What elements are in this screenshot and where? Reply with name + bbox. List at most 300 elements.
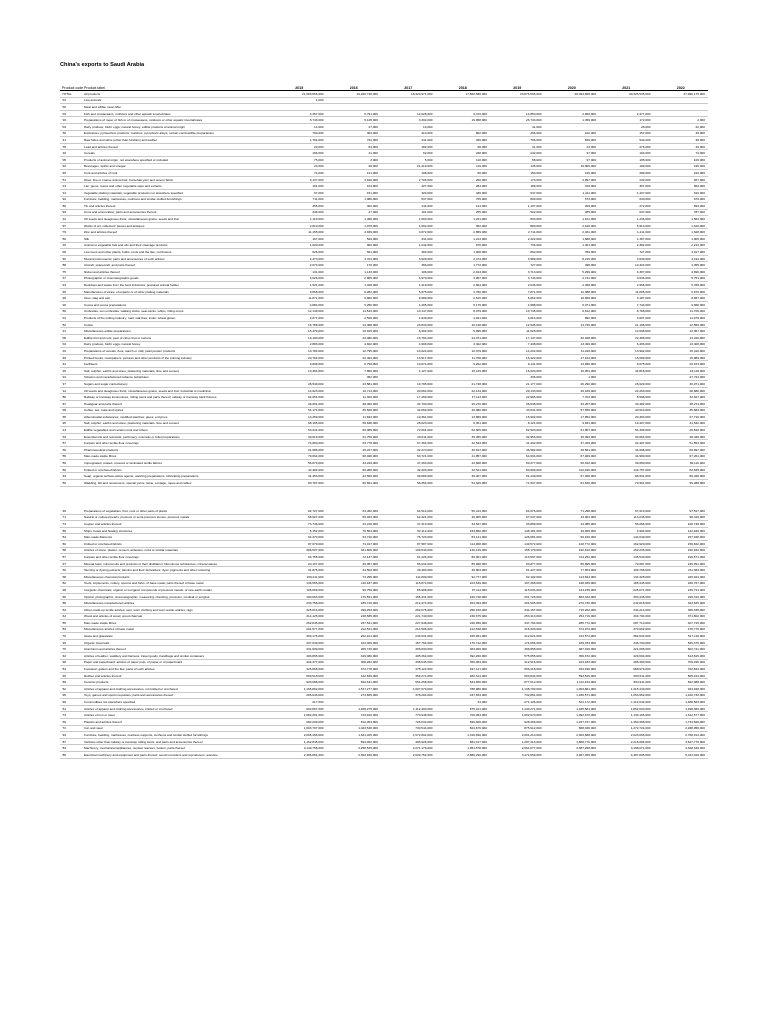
value-cell: 3,743,000 bbox=[527, 276, 542, 281]
product-label-cell: Ships, boats and floating structures bbox=[84, 528, 133, 533]
value-cell: 2,431,000 bbox=[582, 230, 596, 235]
value-cell: 214,506,000 bbox=[415, 627, 433, 632]
value-cell: 373,778,000 bbox=[360, 667, 378, 672]
product-code-cell: '66 bbox=[62, 309, 67, 314]
product-label-cell: Man-made staple fibres bbox=[84, 454, 117, 459]
value-cell: 97,517,000 bbox=[689, 508, 705, 513]
table-row bbox=[60, 434, 708, 441]
value-cell: 22,000 bbox=[695, 124, 705, 129]
table-row bbox=[60, 414, 708, 421]
value-cell: 38,460,000 bbox=[362, 401, 378, 406]
value-cell: 271,126,000 bbox=[524, 700, 542, 705]
table-row bbox=[60, 633, 708, 640]
product-label-cell: Wadding, felt and nonwovens; special yarns; twine, cordage, ropes and cables bbox=[84, 480, 192, 485]
value-cell: 9,868,000 bbox=[309, 289, 324, 294]
table-row bbox=[60, 229, 708, 236]
value-cell: 561,000 bbox=[366, 250, 378, 255]
value-cell: 55,413,000 bbox=[471, 508, 487, 513]
product-code-cell: '09 bbox=[62, 408, 67, 413]
value-cell: 152,236,000 bbox=[633, 548, 651, 553]
table-row bbox=[60, 276, 708, 283]
value-cell: 19,806,000 bbox=[580, 164, 596, 169]
value-cell: 1,496,000 bbox=[364, 217, 378, 222]
value-cell: 1,114,642,000 bbox=[630, 700, 651, 705]
value-cell: 1,079,000 bbox=[364, 223, 378, 228]
value-cell: 10,361,000 bbox=[417, 414, 433, 419]
value-cell: 1,437,000 bbox=[636, 190, 651, 195]
exports-table-bottom bbox=[60, 508, 708, 759]
value-cell: 54,399,000 bbox=[635, 428, 651, 433]
value-cell: 20,393,000 bbox=[635, 414, 651, 419]
table-row bbox=[60, 236, 708, 243]
product-code-cell: '61 bbox=[62, 706, 67, 711]
value-cell: 285,772,000 bbox=[578, 620, 596, 625]
value-cell: 14,368,000 bbox=[362, 322, 378, 327]
value-cell: 796,000 bbox=[530, 137, 542, 142]
value-cell: 39,493,000 bbox=[417, 568, 433, 573]
value-cell: 892,000 bbox=[584, 315, 596, 320]
product-label-cell: Miscellaneous chemical products bbox=[84, 574, 130, 579]
value-cell: 982,209,000 bbox=[306, 719, 324, 724]
value-cell: 86,531,000 bbox=[635, 474, 651, 479]
value-cell: 344,214,000 bbox=[633, 607, 651, 612]
product-code-cell: '72 bbox=[62, 726, 67, 731]
value-cell: 121,000 bbox=[366, 170, 378, 175]
value-cell: 96,759,000 bbox=[362, 587, 378, 592]
value-cell: 190,663,000 bbox=[306, 594, 324, 599]
table-row bbox=[60, 328, 708, 335]
product-code-cell: '12 bbox=[62, 388, 67, 393]
value-cell: 64,514,000 bbox=[417, 508, 433, 513]
year-header: 2020 bbox=[567, 86, 576, 90]
table-row bbox=[60, 561, 708, 568]
product-code-cell: '94 bbox=[62, 197, 67, 202]
product-label-cell: Aluminium and articles thereof bbox=[84, 647, 126, 652]
year-header: 2016 bbox=[349, 86, 358, 90]
value-cell: 3,713,000 bbox=[527, 269, 542, 274]
value-cell: 41,857,000 bbox=[471, 454, 487, 459]
value-cell: 15,129,000 bbox=[471, 368, 487, 373]
product-code-cell: '51 bbox=[62, 177, 67, 182]
value-cell: 10,745,000 bbox=[526, 309, 542, 314]
value-cell: 43,249,000 bbox=[362, 461, 378, 466]
value-cell: 60,721,000 bbox=[417, 454, 433, 459]
value-cell: 454,490,000 bbox=[578, 667, 596, 672]
value-cell: 60,787,000 bbox=[308, 480, 324, 485]
value-cell: 135,540,000 bbox=[633, 554, 651, 559]
value-cell: 1,008,000 bbox=[473, 250, 487, 255]
product-code-cell: '35 bbox=[62, 414, 67, 419]
table-row bbox=[60, 447, 708, 454]
value-cell: 629,000 bbox=[584, 137, 596, 142]
value-cell: 196,000 bbox=[693, 164, 705, 169]
product-code-cell: '84 bbox=[62, 746, 67, 751]
value-cell: 85,908,000 bbox=[417, 587, 433, 592]
table-row bbox=[60, 607, 708, 614]
value-cell: 693,000 bbox=[693, 203, 705, 208]
value-cell: 3,607,000 bbox=[636, 315, 651, 320]
table-row bbox=[60, 322, 708, 329]
value-cell: 788,980,000 bbox=[469, 686, 487, 691]
product-label-cell: Ores, slag and ash bbox=[84, 296, 110, 301]
value-cell: 28,000 bbox=[641, 124, 651, 129]
value-cell: 2,074,000 bbox=[309, 263, 324, 268]
value-cell: 699,606,000 bbox=[469, 719, 487, 724]
value-cell: 8,598,000 bbox=[636, 395, 651, 400]
product-label-cell: Lead and articles thereof bbox=[84, 144, 119, 149]
value-cell: 7,871,000 bbox=[527, 289, 542, 294]
value-cell: 426,000 bbox=[475, 137, 487, 142]
value-cell: 789,000 bbox=[584, 250, 596, 255]
value-cell: 822,988,000 bbox=[687, 680, 705, 685]
value-cell: 44,990,000 bbox=[635, 454, 651, 459]
table-row bbox=[60, 355, 708, 362]
value-cell: 211,383,000 bbox=[688, 568, 705, 573]
table-row bbox=[60, 223, 708, 230]
value-cell: 23,876,506,000 bbox=[519, 91, 542, 96]
product-label-cell: Commodities not elsewhere specified bbox=[84, 700, 136, 705]
product-code-cell: '87 bbox=[62, 739, 67, 744]
value-cell: 1,517,277,000 bbox=[358, 686, 378, 691]
product-label-cell: Cork and articles of cork bbox=[84, 170, 118, 175]
value-cell: 162,929,000 bbox=[633, 541, 651, 546]
value-cell: 1,086,000 bbox=[364, 197, 378, 202]
product-code-cell: '17 bbox=[62, 381, 67, 386]
product-code-cell: '24 bbox=[62, 375, 67, 380]
value-cell: 97,000 bbox=[586, 151, 596, 156]
value-cell: 42,497,000 bbox=[635, 441, 651, 446]
value-cell: 1,112,444,000 bbox=[576, 680, 596, 685]
value-cell: 8,768,000 bbox=[636, 309, 651, 314]
product-code-cell: '05 bbox=[62, 157, 67, 162]
value-cell: 32,953,000 bbox=[526, 434, 542, 439]
value-cell: 23,833,000 bbox=[417, 322, 433, 327]
product-code-cell: '48 bbox=[62, 660, 67, 665]
value-cell: 28,000 bbox=[368, 164, 378, 169]
value-cell: 68,000 bbox=[477, 144, 487, 149]
value-cell: 41,000 bbox=[532, 144, 542, 149]
value-cell: 64,051,000 bbox=[308, 395, 324, 400]
value-cell: 30,482,000 bbox=[635, 401, 651, 406]
product-label-cell: Glass and glassware bbox=[84, 634, 113, 639]
value-cell: 12,388,000 bbox=[580, 289, 596, 294]
table-row bbox=[60, 473, 708, 480]
value-cell: 4,884,000 bbox=[309, 302, 324, 307]
product-label-cell: Furniture; bedding, mattresses, mattress supports, cushions and similar stuffed furnishings bbox=[84, 732, 208, 737]
value-cell: 3,760,000 bbox=[473, 289, 487, 294]
value-cell: 79,687,000 bbox=[635, 561, 651, 566]
value-cell: 787,000 bbox=[693, 210, 705, 215]
value-cell: 42,482,000 bbox=[308, 467, 324, 472]
table-row bbox=[60, 91, 708, 98]
value-cell: 15,902,000 bbox=[526, 414, 542, 419]
value-cell: 762,834,000 bbox=[687, 667, 705, 672]
value-cell: 11,871,000 bbox=[308, 296, 324, 301]
value-cell: 593,549,000 bbox=[578, 673, 596, 678]
value-cell: 96,169,000 bbox=[580, 535, 596, 540]
product-code-cell: '28 bbox=[62, 587, 67, 592]
value-cell: 16,020,000 bbox=[526, 368, 542, 373]
value-cell: 21,177,000 bbox=[526, 381, 542, 386]
value-cell: 711,000 bbox=[312, 197, 324, 202]
product-label-cell: Electrical machinery and equipment and parts thereof; sound recorders and reproducers, televisio bbox=[84, 752, 218, 757]
value-cell: 128,772,000 bbox=[578, 541, 596, 546]
product-label-cell: Copper and articles thereof bbox=[84, 521, 122, 526]
value-cell: 5,176,000 bbox=[473, 302, 487, 307]
product-label-cell: Vehicles other than railway or tramway rolling stock, and parts and accessories thereof bbox=[84, 739, 203, 744]
value-cell: 266,646,000 bbox=[306, 693, 324, 698]
value-cell: 185,445,000 bbox=[633, 581, 651, 586]
table-row bbox=[60, 454, 708, 461]
value-cell: 244,931,000 bbox=[415, 634, 433, 639]
value-cell: 1,236,000 bbox=[636, 217, 651, 222]
table-row bbox=[60, 646, 708, 653]
value-cell: 144,049,000 bbox=[633, 535, 651, 540]
product-label-cell: Iron and steel bbox=[84, 726, 103, 731]
value-cell: 44,608,000 bbox=[471, 461, 487, 466]
product-label-cell: Raw hides and skins (other than furskins) and leather bbox=[84, 137, 158, 142]
product-code-cell: '76 bbox=[62, 647, 67, 652]
value-cell: 688,979,000 bbox=[633, 667, 651, 672]
product-label-cell: Meat and edible meat offal bbox=[84, 104, 121, 109]
value-cell: 207,049,000 bbox=[306, 640, 324, 645]
value-cell: 410,000 bbox=[421, 131, 433, 136]
table-row bbox=[60, 567, 708, 574]
value-cell: 3,970,000 bbox=[418, 276, 433, 281]
value-cell: 482,314,000 bbox=[469, 673, 487, 678]
value-cell: 56,879,000 bbox=[308, 461, 324, 466]
value-cell: 25,993,000 bbox=[580, 434, 596, 439]
product-code-cell: '63 bbox=[62, 607, 67, 612]
value-cell: 254,716,000 bbox=[578, 614, 596, 619]
value-cell: 562,000 bbox=[693, 184, 705, 189]
product-label-cell: Inorganic chemicals; organic or inorganic compounds of precious metals, of rare-earth metals bbox=[84, 587, 212, 592]
value-cell: 114,252,000 bbox=[579, 554, 596, 559]
value-cell: 44,818,000 bbox=[635, 368, 651, 373]
value-cell: 363,176,000 bbox=[306, 634, 324, 639]
product-label-cell: Cotton bbox=[84, 322, 94, 327]
value-cell: 447,653,000 bbox=[469, 693, 487, 698]
value-cell: 802,000 bbox=[475, 131, 487, 136]
value-cell: 83,141,000 bbox=[471, 535, 487, 540]
value-cell: 1,868,770,000 bbox=[576, 739, 596, 744]
product-code-cell: '54 bbox=[62, 535, 67, 540]
table-row bbox=[60, 388, 708, 395]
product-label-cell: Arms and ammunition; parts and accessories thereof bbox=[84, 210, 157, 215]
table-row bbox=[60, 666, 708, 673]
value-cell: 35,455,000 bbox=[471, 434, 487, 439]
value-cell: 168,939,000 bbox=[578, 581, 596, 586]
value-cell: 370,062,000 bbox=[633, 627, 651, 632]
product-code-cell: '59 bbox=[62, 461, 67, 466]
value-cell: 387,326,000 bbox=[578, 647, 596, 652]
value-cell: 163,369,000 bbox=[360, 640, 378, 645]
table-row bbox=[60, 679, 708, 686]
value-cell: 77,654,000 bbox=[580, 568, 596, 573]
value-cell: 111,809,000 bbox=[415, 574, 433, 579]
value-cell: 12,795,000 bbox=[362, 348, 378, 353]
product-code-cell: '49 bbox=[62, 355, 67, 360]
value-cell: 28,549,000 bbox=[308, 381, 324, 386]
value-cell: 52,112,000 bbox=[417, 528, 433, 533]
value-cell: 28,680,000 bbox=[689, 388, 705, 393]
value-cell: 378,284,000 bbox=[415, 693, 433, 698]
value-cell: 131,000 bbox=[312, 269, 324, 274]
value-cell: 91,226,000 bbox=[417, 554, 433, 559]
value-cell: 732,861,000 bbox=[524, 693, 542, 698]
value-cell: 39,067,000 bbox=[362, 561, 378, 566]
value-cell: 404,377,000 bbox=[306, 660, 324, 665]
value-cell: 2,741,000 bbox=[582, 276, 596, 281]
product-label-cell: Beverages, spirits and vinegar bbox=[84, 164, 126, 169]
value-cell: 19,794,000 bbox=[417, 335, 433, 340]
value-cell: 2,859,000 bbox=[473, 230, 487, 235]
value-cell: 100,738,000 bbox=[687, 521, 705, 526]
product-label-cell: Edible vegetables and certain roots and tubers bbox=[84, 428, 148, 433]
value-cell: 170,000 bbox=[366, 263, 378, 268]
value-cell: 97,114,000 bbox=[471, 587, 487, 592]
value-cell: 14,000 bbox=[314, 124, 324, 129]
value-cell: 210,000 bbox=[693, 170, 705, 175]
value-cell: 902,867,000 bbox=[306, 706, 324, 711]
product-label-cell: Articles of leather; saddlery and harness; travel goods, handbags and similar containers bbox=[84, 653, 205, 658]
value-cell: 1,428,000 bbox=[364, 283, 378, 288]
value-cell: 619,000 bbox=[693, 190, 705, 195]
value-cell: 213,548,000 bbox=[469, 627, 487, 632]
value-cell: 3,017,000 bbox=[691, 250, 705, 255]
table-header bbox=[60, 83, 708, 91]
value-cell: 13,259,000 bbox=[308, 414, 324, 419]
value-cell: 7,438,000 bbox=[527, 342, 542, 347]
value-cell: 976,000 bbox=[475, 243, 487, 248]
value-cell: 9,831,000 bbox=[582, 421, 596, 426]
value-cell: 30,071,000 bbox=[689, 381, 705, 386]
value-cell: 10,324,000 bbox=[635, 263, 651, 268]
year-header: 2021 bbox=[622, 86, 631, 90]
table-row bbox=[60, 190, 708, 197]
value-cell: 459,274,000 bbox=[415, 673, 433, 678]
value-cell: 10,364,000 bbox=[308, 368, 324, 373]
product-label-cell: Tools, implements, cutlery, spoons and forks, of base metal; parts thereof of base metal bbox=[84, 581, 204, 586]
value-cell: 220,932,000 bbox=[687, 548, 705, 553]
value-cell: 109,211,000 bbox=[306, 574, 324, 579]
value-cell: 10,147,000 bbox=[417, 309, 433, 314]
value-cell: 189,000 bbox=[530, 184, 542, 189]
value-cell: 62,000 bbox=[423, 151, 433, 156]
table-row bbox=[60, 111, 708, 118]
product-code-cell: '25 bbox=[62, 368, 67, 373]
product-code-cell: TOTAL bbox=[62, 91, 72, 96]
value-cell: 684,911,000 bbox=[633, 680, 651, 685]
product-code-cell: '36 bbox=[62, 131, 67, 136]
value-cell: 1,133,000 bbox=[364, 269, 378, 274]
value-cell: 115,634,000 bbox=[524, 587, 542, 592]
product-code-cell: '82 bbox=[62, 581, 67, 586]
value-cell: 54,171,000 bbox=[308, 408, 324, 413]
product-label-cell: Lac; gums, resins and other vegetable saps and extracts bbox=[84, 184, 162, 189]
value-cell: 166,748,000 bbox=[469, 594, 487, 599]
value-cell: 21,748,000 bbox=[471, 381, 487, 386]
product-code-cell: '83 bbox=[62, 627, 67, 632]
value-cell: 2,212,000 bbox=[691, 243, 705, 248]
value-cell: 19,795,000 bbox=[417, 381, 433, 386]
table-row bbox=[60, 131, 708, 138]
value-cell: 41,542,000 bbox=[689, 421, 705, 426]
value-cell: 1,002,000 bbox=[418, 223, 433, 228]
value-cell: 151,000 bbox=[366, 190, 378, 195]
product-code-cell: '14 bbox=[62, 428, 67, 433]
table-row bbox=[60, 342, 708, 349]
value-cell: 28,094,808,000 bbox=[574, 91, 596, 96]
value-cell: 24,480,000 bbox=[362, 335, 378, 340]
product-label-cell: Footwear, gaiters and the like; parts of such articles bbox=[84, 667, 155, 672]
value-cell: 2,222,000 bbox=[527, 236, 542, 241]
value-cell: 230,675,000 bbox=[469, 614, 487, 619]
product-label-cell: Silk bbox=[84, 236, 89, 241]
value-cell: 270,730,000 bbox=[578, 601, 596, 606]
value-cell: 144,000 bbox=[475, 203, 487, 208]
product-label-cell: Furniture; bedding, mattresses, cushions and similar stuffed furnishings bbox=[84, 197, 182, 202]
value-cell: 730,544,000 bbox=[415, 726, 433, 731]
value-cell: 5,789,000 bbox=[691, 283, 705, 288]
value-cell: 60,841,000 bbox=[362, 480, 378, 485]
product-label-cell: Residues and waste from the food industries; prepared animal fodder bbox=[84, 283, 179, 288]
value-cell: 83,635,000 bbox=[689, 467, 705, 472]
table-row bbox=[60, 554, 708, 561]
product-label-cell: Mineral fuels, mineral oils and products of their distillation; bituminous substances; mineral waxes bbox=[84, 561, 218, 566]
product-code-cell: '74 bbox=[62, 521, 67, 526]
value-cell: 21,683,655,000 bbox=[301, 91, 324, 96]
value-cell: 104,000 bbox=[366, 184, 378, 189]
value-cell: 541,172,000 bbox=[578, 700, 596, 705]
value-cell: 1,440,271,000 bbox=[521, 706, 542, 711]
value-cell: 41,000 bbox=[532, 124, 542, 129]
value-cell: 239,741,000 bbox=[687, 587, 705, 592]
table-row bbox=[60, 150, 708, 157]
value-cell: 483,926,000 bbox=[415, 739, 433, 744]
value-cell: 56,638,000 bbox=[362, 421, 378, 426]
value-cell: 29,133,000 bbox=[526, 388, 542, 393]
value-cell: 2,077,000 bbox=[309, 315, 324, 320]
value-cell: 74,017,000 bbox=[362, 541, 378, 546]
value-cell: 412,516,000 bbox=[524, 660, 542, 665]
product-label-cell: Dairy produce; birds' eggs; natural honey; edible products of animal origin bbox=[84, 124, 185, 129]
table-row bbox=[60, 427, 708, 434]
value-cell: 2,515,000 bbox=[473, 296, 487, 301]
value-cell: 364,000 bbox=[366, 131, 378, 136]
value-cell: 189,783,000 bbox=[578, 640, 596, 645]
value-cell: 64,634,000 bbox=[526, 454, 542, 459]
value-cell: 727,000 bbox=[530, 263, 542, 268]
value-cell: 2,997,000 bbox=[582, 177, 596, 182]
value-cell: 69,116,000 bbox=[689, 461, 705, 466]
value-cell: 736,000 bbox=[530, 243, 542, 248]
value-cell: 34,696,000 bbox=[635, 447, 651, 452]
value-cell: 325,616,000 bbox=[306, 607, 324, 612]
product-label-cell: Fertilisers bbox=[84, 362, 98, 367]
value-cell: 2,000 bbox=[697, 118, 705, 123]
value-cell: 12,008,000 bbox=[635, 329, 651, 334]
value-cell: 262,101,000 bbox=[360, 634, 378, 639]
product-label-cell: Miscellaneous edible preparations bbox=[84, 329, 131, 334]
value-cell: 170,742,000 bbox=[469, 640, 487, 645]
product-label-cell: Products of the milling industry; malt; starches; inulin; wheat gluten bbox=[84, 315, 176, 320]
value-cell: 13,517,000 bbox=[417, 355, 433, 360]
value-cell: 4,387,805,000 bbox=[630, 752, 651, 757]
value-cell: 27,000 bbox=[368, 124, 378, 129]
value-cell: 14,850,000 bbox=[526, 111, 542, 116]
value-cell: 116,000 bbox=[476, 164, 487, 169]
